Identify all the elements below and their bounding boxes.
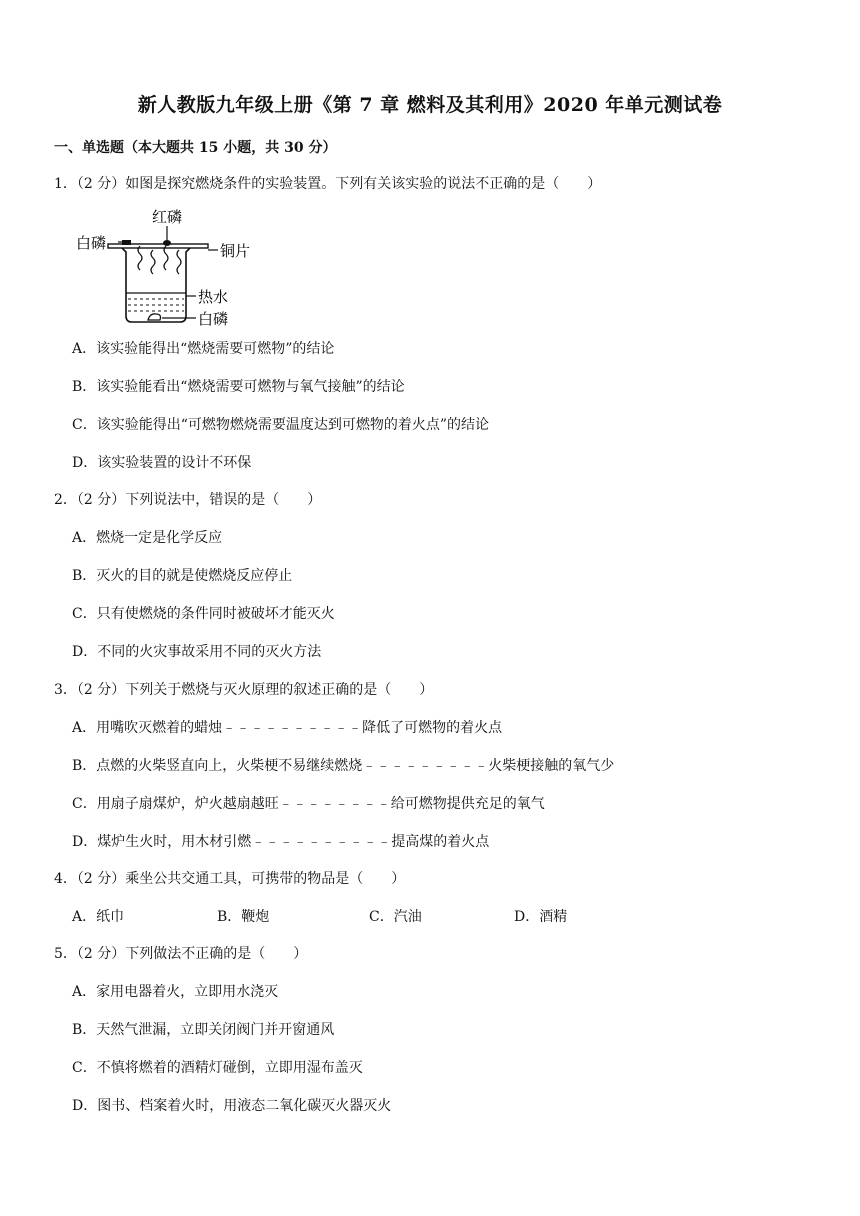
question-1-option-b: B．该实验能看出“燃烧需要可燃物与氧气接触”的结论 [72,379,405,395]
white-phosphorus-on-sheet [122,240,131,245]
water-dashes [128,299,184,311]
question-4-option-b: B．鞭炮 [217,909,270,925]
question-5-option-b: B．天然气泄漏，立即关闭阀门并开窗通风 [72,1022,335,1038]
question-5-stem: 5．（2 分）下列做法不正确的是（ ） [54,946,308,962]
question-2-option-c: C．只有使燃烧的条件同时被破坏才能灭火 [72,606,335,622]
question-2-stem: 2．（2 分）下列说法中，错误的是（ ） [54,492,322,508]
section-header: 一、单选题（本大题共 15 小题，共 30 分） [54,140,337,156]
question-5-option-a: A．家用电器着火，立即用水浇灭 [72,984,279,1000]
red-phosphorus-on-sheet [163,240,171,246]
label-copper-sheet: 铜片 [220,242,251,260]
question-3-option-b: B．点燃的火柴竖直向上，火柴梗不易继续燃烧﹣﹣﹣﹣﹣﹣﹣﹣﹣火柴梗接触的氧气少 [72,758,615,774]
label-hot-water: 热水 [198,288,229,306]
label-red-phosphorus: 红磷 [152,208,183,226]
label-white-phosphorus-bottom: 白磷 [198,310,229,328]
question-5-option-d: D．图书、档案着火时，用液态二氧化碳灭火器灭火 [72,1098,392,1114]
question-3-option-a: A．用嘴吹灭燃着的蜡烛﹣﹣﹣﹣﹣﹣﹣﹣﹣﹣降低了可燃物的着火点 [72,720,503,736]
page-title: 新人教版九年级上册《第 7 章 燃料及其利用》2020 年单元测试卷 [137,94,723,116]
question-1-stem: 1．（2 分）如图是探究燃烧条件的实验装置。下列有关该实验的说法不正确的是（ ） [54,176,602,192]
question-3-option-c: C．用扇子扇煤炉，炉火越扇越旺﹣﹣﹣﹣﹣﹣﹣﹣给可燃物提供充足的氧气 [72,796,545,812]
question-5-option-c: C．不慎将燃着的酒精灯碰倒，立即用湿布盖灭 [72,1060,363,1076]
question-4-option-d: D．酒精 [514,909,568,925]
question-3-option-d: D．煤炉生火时，用木材引燃﹣﹣﹣﹣﹣﹣﹣﹣﹣﹣提高煤的着火点 [72,834,490,850]
white-phosphorus-underwater [148,314,161,320]
question-1-option-d: D．该实验装置的设计不环保 [72,455,252,471]
question-2-option-a: A．燃烧一定是化学反应 [72,530,223,546]
question-4-stem: 4．（2 分）乘坐公共交通工具，可携带的物品是（ ） [54,871,406,887]
label-white-phosphorus-left: 白磷 [76,234,107,252]
question-2-option-b: B．灭火的目的就是使燃烧反应停止 [72,568,293,584]
question-1-option-c: C．该实验能得出“可燃物燃烧需要温度达到可燃物的着火点”的结论 [72,417,490,433]
question-4-option-a: A．纸巾 [72,909,125,925]
question-2-option-d: D．不同的火灾事故采用不同的灭火方法 [72,644,322,660]
question-3-stem: 3．（2 分）下列关于燃烧与灭火原理的叙述正确的是（ ） [54,682,434,698]
question-1-option-a: A．该实验能得出“燃烧需要可燃物”的结论 [72,341,335,357]
combustion-experiment-figure [70,204,270,328]
vapor-lines [138,246,181,274]
question-4-option-c: C．汽油 [369,909,422,925]
